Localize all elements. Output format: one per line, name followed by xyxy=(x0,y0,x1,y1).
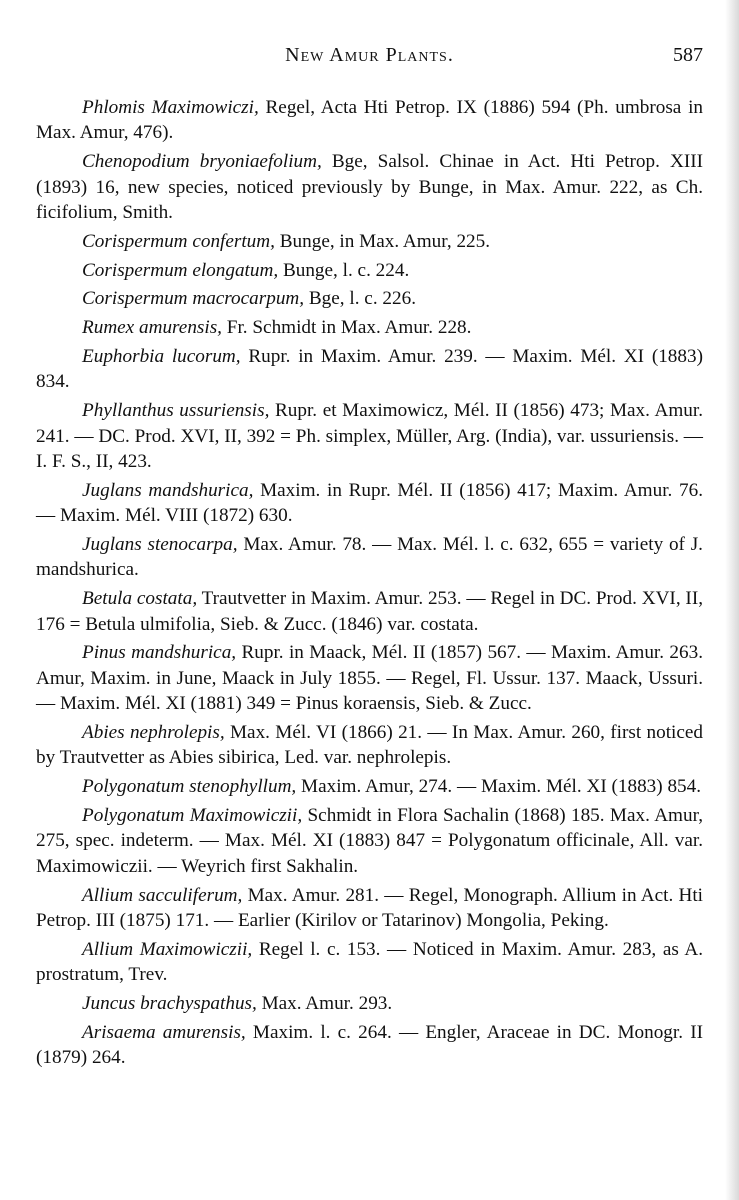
citation: Max. Amur. 78. — Max. Mél. l. c. 632, 655 = variety of J. mandshurica. xyxy=(36,534,703,581)
species-name: Juglans stenocarpa, xyxy=(82,534,238,556)
species-name: Rumex amurensis, xyxy=(82,317,222,339)
entry xyxy=(36,258,703,283)
species-name: Corispermum macrocarpum, xyxy=(82,288,305,310)
citation: Rupr. et Maximowicz, Mél. II (1856) 473; Max. Amur. 241. — DC. Prod. XVI, II, 392 = Ph. simplex, Müller, Arg. (India), var. ussuriensis. — I. F. S., II, 423. xyxy=(36,400,703,473)
species-name: Abies nephrolepis, xyxy=(82,722,225,744)
citation: Bunge, l. c. 224. xyxy=(278,259,410,281)
citation: Rupr. in Maack, Mél. II (1857) 567. — Maxim. Amur. 263. Amur, Maxim. in June, Maack in July 1855. — Regel, Fl. Ussur. 137. Maack, Ussuri. — Maxim. Mél. XI (1881) 349 = Pinus koraensis, Sieb. & Zucc. xyxy=(36,642,704,715)
citation: Max. Amur. 281. — Regel, Monograph. Allium in Act. Hti Petrop. III (1875) 171. — Earlier (Kirilov or Tatarinov) Mongolia, Peking. xyxy=(36,884,704,932)
citation: Schmidt in Flora Sachalin (1868) 185. Max. Amur, 275, spec. indeterm. — Max. Mél. XI (1883) 847 = Polygonatum officinale, All. var. Maximowiczii. — Weyrich first Sakhalin. xyxy=(36,805,703,877)
entry xyxy=(36,937,703,988)
species-name: Allium sacculiferum, xyxy=(82,884,243,906)
citation: Bge, Salsol. Chinae in Act. Hti Petrop. XIII (1893) 16, new species, noticed previously by Bunge, in Max. Amur. 222, as Ch. ficifolium, Smith. xyxy=(36,151,703,224)
entry xyxy=(36,532,703,583)
citation: Maxim. in Rupr. Mél. II (1856) 417; Maxim. Amur. 76. — Maxim. Mél. VIII (1872) 630. xyxy=(36,479,703,527)
entry xyxy=(36,720,703,771)
entry xyxy=(36,478,703,529)
species-name: Arisaema amurensis, xyxy=(82,1021,246,1043)
page-number: 587 xyxy=(673,44,703,66)
citation: Maxim. Amur, 274. — Maxim. Mél. XI (1883) 854. xyxy=(296,776,702,798)
species-name: Euphorbia lucorum, xyxy=(82,346,241,367)
running-title: New Amur Plants. xyxy=(285,44,454,66)
species-name: Phlomis Maximowiczi, xyxy=(82,97,259,118)
entry xyxy=(36,149,703,225)
citation: Rupr. in Maxim. Amur. 239. — Maxim. Mél. XI (1883) 834. xyxy=(36,346,703,393)
entry xyxy=(36,286,703,311)
running-header xyxy=(36,44,703,74)
species-name: Polygonatum Maximowiczii, xyxy=(82,805,303,827)
entry xyxy=(36,344,703,395)
entry xyxy=(36,991,703,1016)
entry xyxy=(36,398,703,474)
species-name: Juglans mandshurica, xyxy=(82,479,254,501)
entry xyxy=(36,229,703,254)
entry xyxy=(36,883,703,934)
entry xyxy=(36,774,703,799)
citation: Fr. Schmidt in Max. Amur. 228. xyxy=(221,317,472,339)
species-name: Betula costata, xyxy=(82,588,198,610)
entry xyxy=(36,586,703,637)
citation: Max. Amur. 293. xyxy=(256,993,393,1015)
entry xyxy=(36,640,703,716)
species-name: Allium Maximowiczii, xyxy=(82,938,253,960)
citation: Regel, Acta Hti Petrop. IX (1886) 594 (Ph. umbrosa in Max. Amur, 476). xyxy=(36,97,703,144)
entry xyxy=(36,95,703,146)
citation: Bunge, in Max. Amur, 225. xyxy=(274,230,491,252)
citation: Bge, l. c. 226. xyxy=(304,288,416,310)
species-name: Phyllanthus ussuriensis, xyxy=(82,400,270,422)
citation: Maxim. l. c. 264. — Engler, Araceae in DC. Monogr. II (1879) 264. xyxy=(36,1021,703,1069)
citation: Max. Mél. VI (1866) 21. — In Max. Amur. 260, first noticed by Trautvetter as Abies sibirica, Led. var. nephrolepis. xyxy=(36,722,703,769)
species-name: Chenopodium bryoniaefolium, xyxy=(82,151,322,173)
citation: Trautvetter in Maxim. Amur. 253. — Regel in DC. Prod. XVI, II, 176 = Betula ulmifolia, Sieb. & Zucc. (1846) var. costata. xyxy=(36,588,704,635)
entry xyxy=(36,803,703,879)
entry xyxy=(36,315,703,340)
entry-list xyxy=(36,95,703,1071)
citation: Regel l. c. 153. — Noticed in Maxim. Amur. 283, as A. prostratum, Trev. xyxy=(36,938,704,986)
species-name: Corispermum elongatum, xyxy=(82,259,279,281)
page-edge-shadow xyxy=(725,0,739,1200)
entry xyxy=(36,1020,703,1071)
species-name: Juncus brachyspathus, xyxy=(82,993,257,1015)
species-name: Corispermum confertum, xyxy=(82,230,275,252)
species-name: Pinus mandshurica, xyxy=(82,642,237,664)
species-name: Polygonatum stenophyllum, xyxy=(82,776,297,798)
